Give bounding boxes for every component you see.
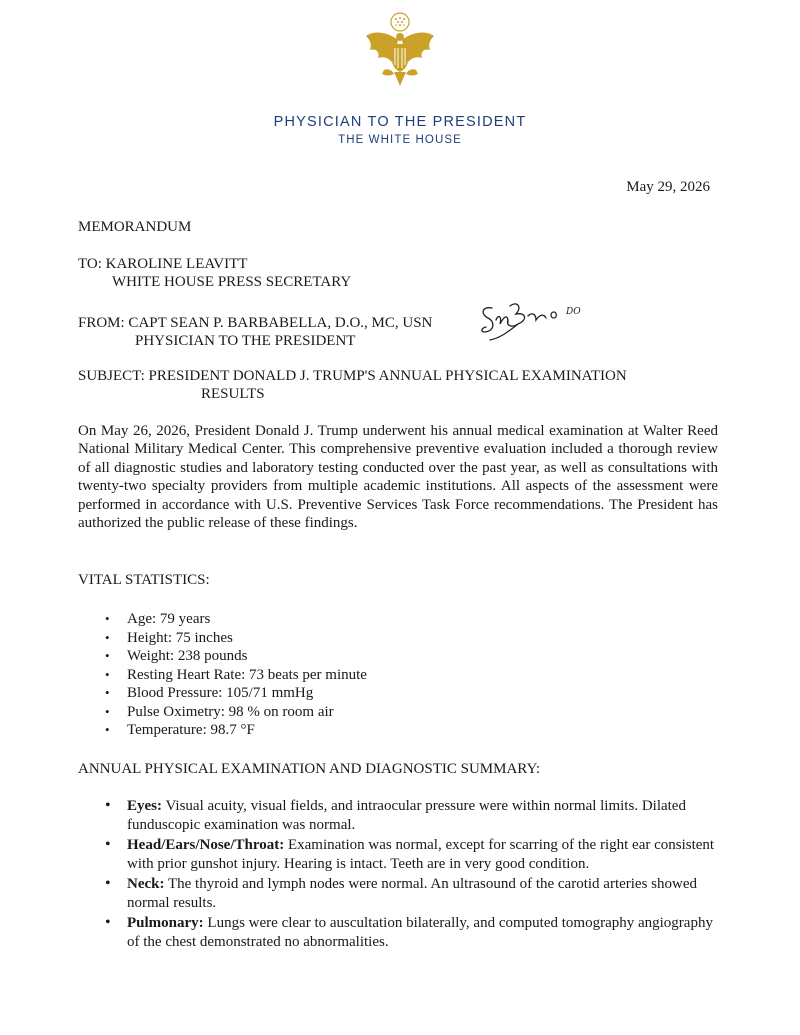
to-line-recipient: TO: KAROLINE LEAVITT — [78, 256, 248, 272]
bullet: • — [105, 611, 110, 626]
bullet: • — [105, 666, 110, 682]
bullet: • — [105, 703, 110, 719]
list-item — [78, 875, 718, 912]
exam-text-neck: The thyroid and lymph nodes were normal. An ultrasound of the carotid arteries showed normal results. — [127, 876, 698, 911]
bullet: • — [105, 836, 111, 853]
memo-date: May 29, 2026 — [626, 179, 710, 195]
bullet: • — [105, 722, 110, 737]
bullet: • — [105, 629, 110, 645]
signature-suffix: DO — [566, 307, 581, 317]
subject-line-continued: RESULTS — [201, 386, 265, 402]
exam-label-neck: Neck: — [127, 876, 165, 892]
list-item — [78, 914, 718, 951]
vital-heart-rate: Resting Heart Rate: 73 beats per minute — [127, 666, 367, 683]
exam-text-eyes: Visual acuity, visual fields, and intraocular pressure were within normal limits. Dilated funduscopic examination was normal. — [127, 798, 686, 833]
vital-pulse-oximetry: Pulse Oximetry: 98 % on room air — [127, 703, 334, 720]
exam-label-pulmonary: Pulmonary: — [127, 915, 204, 931]
bullet: • — [105, 685, 110, 700]
list-item — [78, 684, 367, 703]
from-line-sender: FROM: CAPT SEAN P. BARBABELLA, D.O., MC, USN — [78, 315, 433, 331]
bullet: • — [105, 914, 111, 931]
vital-blood-pressure: Blood Pressure: 105/71 mmHg — [127, 685, 314, 701]
to-line-title: WHITE HOUSE PRESS SECRETARY — [112, 274, 352, 290]
presidential-seal-icon — [360, 10, 440, 96]
list-item — [78, 721, 367, 740]
vitals-heading: VITAL STATISTICS: — [78, 572, 210, 588]
intro-paragraph: On May 26, 2026, President Donald J. Trump underwent his annual medical examination at Walter Reed National Military Medical Center. This comprehensive preventive evaluation included a thorough review of all diagnostic studies and laboratory testing conducted over the past year, as well as consultations with twenty-two specialty providers from multiple academic institutions. All aspects of the assessment were performed in accordance with U.S. Preventive Services Task Force recommendations. The President has authorized the public release of these findings. — [78, 423, 718, 532]
list-item — [78, 836, 718, 873]
handwritten-signature — [478, 298, 588, 343]
from-line-title: PHYSICIAN TO THE PRESIDENT — [135, 333, 356, 349]
vital-height: Height: 75 inches — [127, 629, 233, 646]
letterhead-org: THE WHITE HOUSE — [338, 134, 462, 146]
letterhead-office: PHYSICIAN TO THE PRESIDENT — [273, 114, 527, 130]
vital-temperature: Temperature: 98.7 °F — [127, 722, 255, 738]
list-item — [78, 666, 367, 685]
memo-label: MEMORANDUM — [78, 219, 192, 235]
list-item — [78, 610, 367, 629]
exam-text-heent: Examination was normal, except for scarring of the right ear consistent with prior gunshot injury. Hearing is intact. Teeth are in very good condition. — [127, 837, 715, 872]
vital-weight: Weight: 238 pounds — [127, 648, 248, 664]
bullet: • — [105, 797, 111, 814]
subject-line: SUBJECT: PRESIDENT DONALD J. TRUMP'S ANNUAL PHYSICAL EXAMINATION — [78, 368, 627, 384]
list-item — [78, 647, 367, 666]
vitals-list — [78, 610, 367, 740]
exam-text-pulmonary: Lungs were clear to auscultation bilaterally, and computed tomography angiography of the chest demonstrated no abnormalities. — [127, 915, 713, 950]
exam-label-eyes: Eyes: — [127, 798, 162, 814]
exam-list — [78, 797, 718, 953]
list-item — [78, 629, 367, 648]
vital-age: Age: 79 years — [127, 611, 211, 627]
exam-label-heent: Head/Ears/Nose/Throat: — [127, 837, 285, 853]
exam-heading: ANNUAL PHYSICAL EXAMINATION AND DIAGNOSTIC SUMMARY: — [78, 761, 541, 777]
bullet: • — [105, 648, 110, 663]
list-item — [78, 703, 367, 722]
list-item — [78, 797, 718, 834]
bullet: • — [105, 875, 111, 892]
